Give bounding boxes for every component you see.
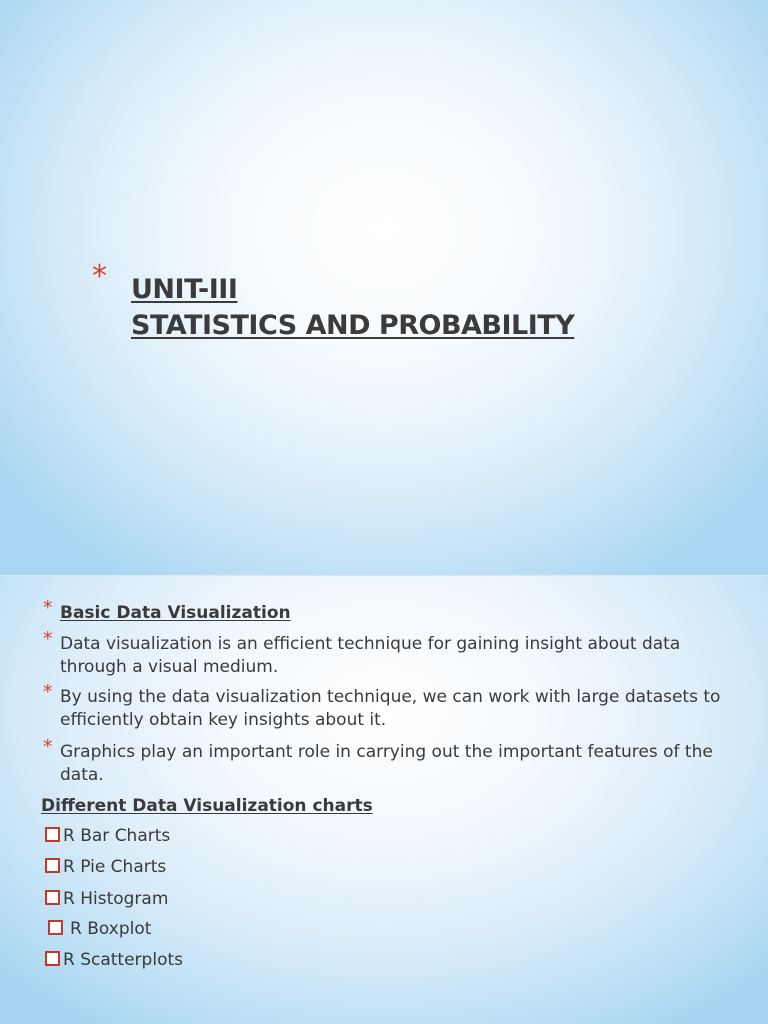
chart-list-item — [45, 917, 151, 941]
chart-item-label: R Boxplot — [70, 919, 152, 939]
chart-list-item — [45, 948, 183, 972]
chart-item-label: R Bar Charts — [63, 826, 171, 846]
bullet-item — [40, 597, 730, 625]
chart-list-item — [45, 824, 170, 848]
title-bullet-icon: * — [92, 259, 107, 294]
title-line-subject: STATISTICS AND PROBABILITY — [131, 310, 575, 341]
chart-list-item — [45, 887, 168, 911]
charts-section-heading: Different Data Visualization charts — [41, 796, 373, 816]
bullet-heading-basic-data-visualization: Basic Data Visualization — [60, 603, 291, 623]
slide-title — [131, 272, 574, 344]
bullet-star-icon: * — [43, 597, 53, 619]
bullet-text: Data visualization is an efficient technique for gaining insight about data through a visual medium. — [60, 634, 681, 677]
checkbox-bullet-icon — [48, 920, 63, 935]
bullet-star-icon: * — [43, 681, 53, 703]
chart-item-label: R Histogram — [63, 889, 169, 909]
checkbox-bullet-icon — [45, 890, 60, 905]
title-line-unit: UNIT-III — [131, 274, 238, 305]
checkbox-bullet-icon — [45, 858, 60, 873]
bullet-text: By using the data visualization technique, we can work with large datasets to efficiently obtain key insights about it. — [60, 687, 721, 730]
chart-item-label: R Scatterplots — [63, 950, 183, 970]
bullet-item — [40, 681, 730, 732]
chart-item-label: R Pie Charts — [63, 857, 167, 877]
bullet-item — [40, 628, 730, 679]
bullet-star-icon: * — [43, 736, 53, 758]
bullet-item — [40, 736, 730, 787]
bullet-text: Graphics play an important role in carrying out the important features of the data. — [60, 742, 713, 785]
checkbox-bullet-icon — [45, 827, 60, 842]
bullet-star-icon: * — [43, 628, 53, 650]
checkbox-bullet-icon — [45, 951, 60, 966]
chart-list-item — [45, 855, 166, 879]
